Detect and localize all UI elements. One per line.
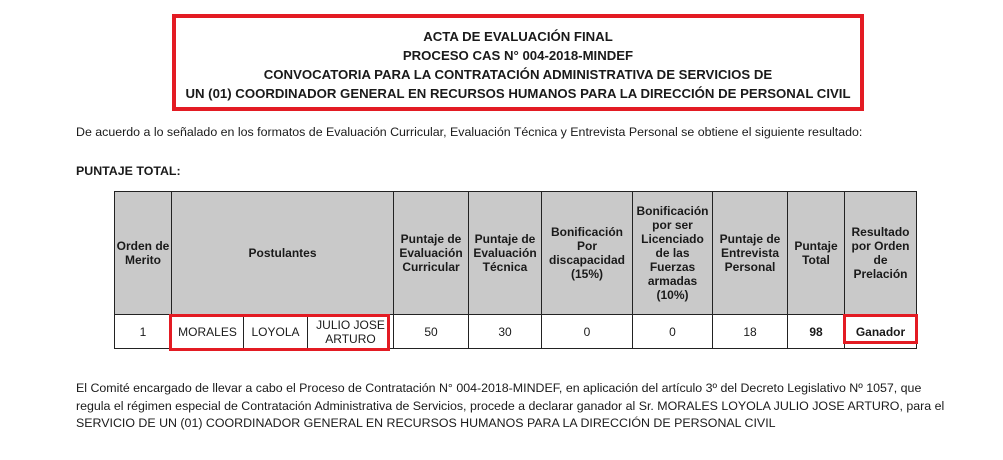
results-table: [114, 191, 917, 349]
header-discapacidad: Bonificación Por discapacidad (15%): [542, 192, 633, 315]
title-line-3: CONVOCATORIA PARA LA CONTRATACIÓN ADMINISTRATIVA DE SERVICIOS DE: [263, 67, 773, 82]
header-total: Puntaje Total: [788, 192, 845, 315]
cell-resultado: Ganador: [845, 315, 917, 349]
header-resultado: Resultado por Orden de Prelación: [845, 192, 917, 315]
header-orden: Orden de Merito: [115, 192, 172, 315]
cell-curricular: 50: [394, 315, 469, 349]
cell-orden: 1: [115, 315, 172, 349]
cell-nombres: JULIO JOSE ARTURO: [308, 315, 394, 349]
table-row: [115, 315, 917, 349]
footer-line-2: regula el régimen especial de Contratación Administrativa de Servicios, procede a declarar ganador al Sr. MORALES LOYOLA JULIO JOSE ARTURO, para el: [76, 398, 945, 413]
header-curricular: Puntaje de Evaluación Curricular: [394, 192, 469, 315]
header-entrevista: Puntaje de Entrevista Personal: [713, 192, 788, 315]
title-line-4: UN (01) COORDINADOR GENERAL EN RECURSOS HUMANOS PARA LA DIRECCIÓN DE PERSONAL CIVIL: [185, 86, 851, 101]
header-tecnica: Puntaje de Evaluación Técnica: [469, 192, 542, 315]
cell-tecnica: 30: [469, 315, 542, 349]
document-title-box: [172, 14, 864, 111]
cell-licenciado: 0: [633, 315, 713, 349]
footer-line-1: El Comité encargado de llevar a cabo el Proceso de Contratación N° 004-2018-MINDEF, en aplicación del artículo 3º del Decreto Legislativo Nº 1057, que: [76, 381, 922, 395]
table-header-row: [115, 192, 917, 315]
cell-total: 98: [788, 315, 845, 349]
intro-paragraph: De acuerdo a lo señalado en los formatos de Evaluación Curricular, Evaluación Técnica y Entrevista Personal se obtiene el siguiente resultado:: [76, 125, 863, 139]
title-line-1: ACTA DE EVALUACIÓN FINAL: [423, 29, 613, 44]
cell-apellido-paterno: MORALES: [172, 315, 244, 349]
cell-discapacidad: 0: [542, 315, 633, 349]
header-licenciado: Bonificación por ser Licenciado de las Fuerzas armadas (10%): [633, 192, 713, 315]
footer-line-3: SERVICIO DE UN (01) COORDINADOR GENERAL EN RECURSOS HUMANOS PARA LA DIRECCIÓN DE PERSONAL CIVIL: [76, 416, 776, 430]
cell-entrevista: 18: [713, 315, 788, 349]
title-line-2: PROCESO CAS N° 004-2018-MINDEF: [402, 48, 634, 63]
footer-paragraph: [76, 380, 976, 433]
cell-apellido-materno: LOYOLA: [244, 315, 308, 349]
section-label: PUNTAJE TOTAL:: [76, 164, 181, 178]
header-postulantes: Postulantes: [172, 192, 394, 315]
